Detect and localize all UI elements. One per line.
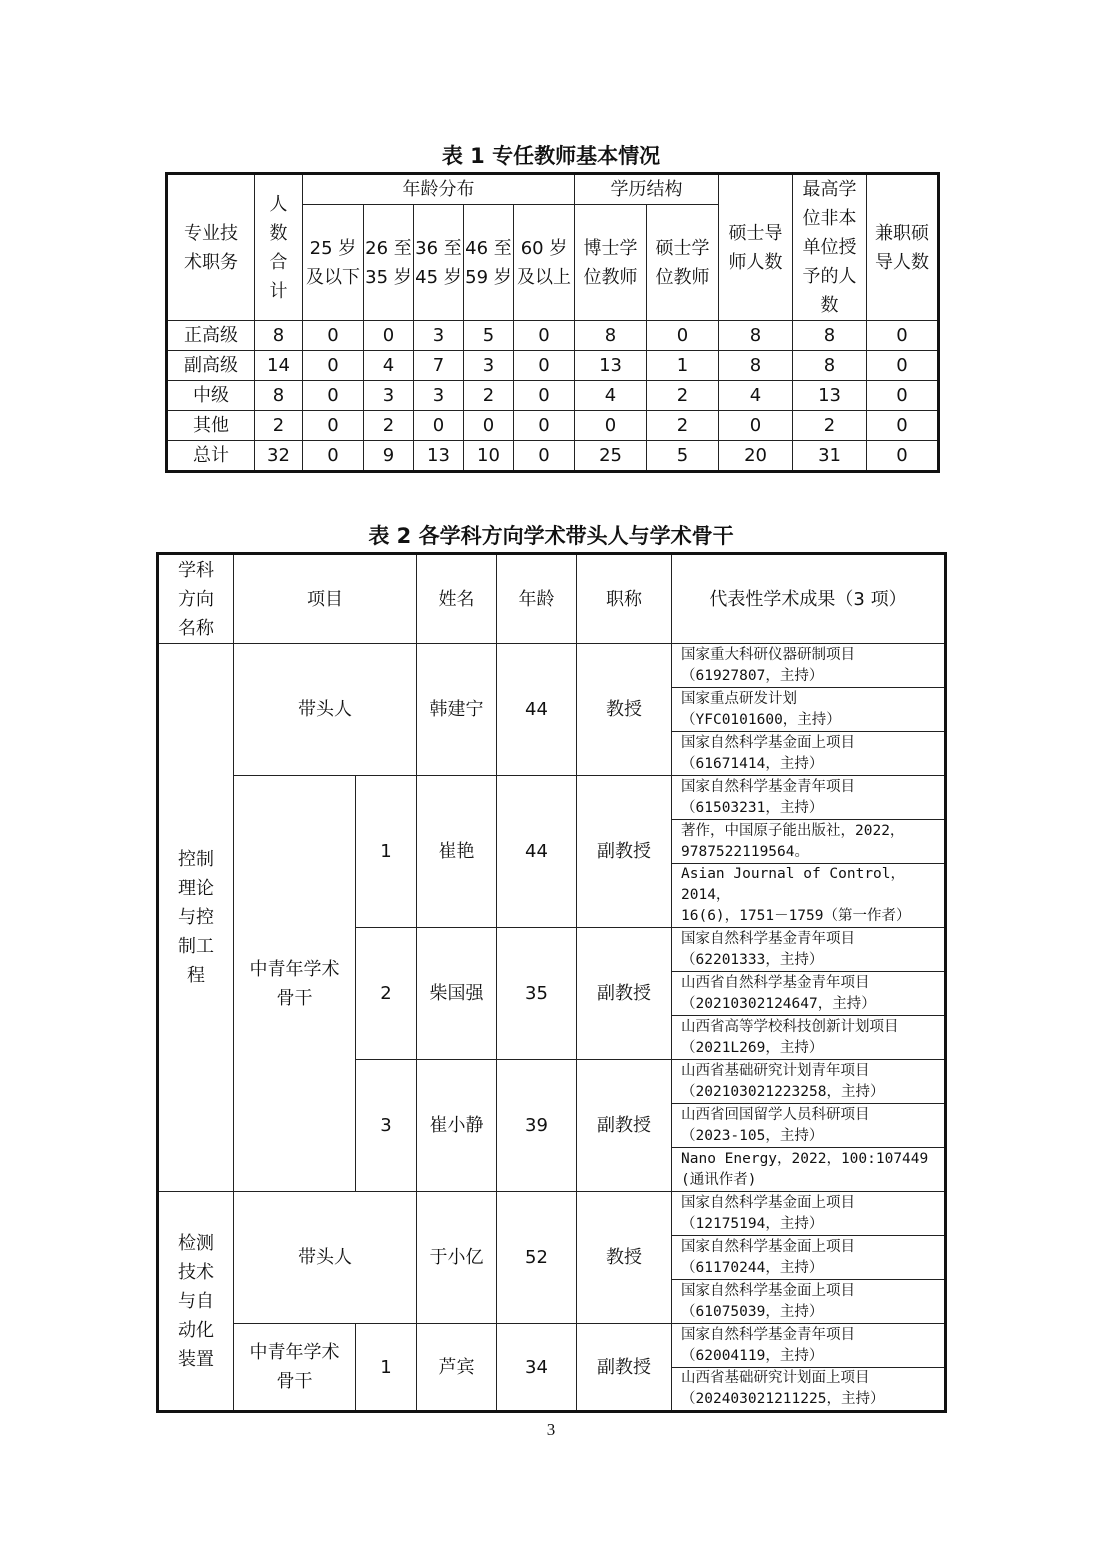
cell: 0 xyxy=(719,411,793,441)
cell: 5 xyxy=(464,321,514,351)
achievement-item: 山西省基础研究计划面上项目 （202403021211225，主持） xyxy=(672,1368,946,1412)
achievement-item: 国家自然科学基金青年项目 （62004119，主持） xyxy=(672,1324,946,1368)
table1-title: 表 1 专任教师基本情况 xyxy=(441,144,661,168)
cell: 3 xyxy=(414,381,464,411)
cell: 0 xyxy=(303,411,364,441)
cell: 0 xyxy=(514,321,575,351)
achievement-item: 国家自然科学基金面上项目 （61075039，主持） xyxy=(672,1280,946,1324)
person-name: 于小亿 xyxy=(417,1192,497,1324)
person-age: 44 xyxy=(497,776,577,928)
person-rank: 教授 xyxy=(577,1192,672,1324)
teacher-stats-table xyxy=(165,172,940,473)
header-name: 姓名 xyxy=(417,554,497,644)
cell: 0 xyxy=(514,381,575,411)
cell: 0 xyxy=(867,351,939,381)
cell: 0 xyxy=(867,441,939,472)
direction-name: 控制理论与控制工程 xyxy=(158,644,234,1192)
header-age-col: 36 至45 岁 xyxy=(414,205,464,321)
cell: 25 xyxy=(575,441,647,472)
leader-label: 带头人 xyxy=(234,644,417,776)
row-label: 总计 xyxy=(167,441,255,472)
cell: 8 xyxy=(719,351,793,381)
achievement-item: 山西省回国留学人员科研项目 （2023-105，主持） xyxy=(672,1104,946,1148)
person-age: 44 xyxy=(497,644,577,776)
row-label: 正高级 xyxy=(167,321,255,351)
cell: 3 xyxy=(364,381,414,411)
person-name: 崔小静 xyxy=(417,1060,497,1192)
header-age-col: 60 岁及以上 xyxy=(514,205,575,321)
cell: 8 xyxy=(793,321,867,351)
person-rank: 副教授 xyxy=(577,928,672,1060)
backbone-no: 2 xyxy=(356,928,417,1060)
cell: 8 xyxy=(575,321,647,351)
person-name: 崔艳 xyxy=(417,776,497,928)
header-nonlocal-degree: 最高学位非本单位授予的人数 xyxy=(793,174,867,321)
table2-title: 表 2 各学科方向学术带头人与学术骨干 xyxy=(368,524,734,548)
header-parttime: 兼职硕导人数 xyxy=(867,174,939,321)
cell: 0 xyxy=(647,321,719,351)
cell: 0 xyxy=(303,441,364,472)
cell: 8 xyxy=(719,321,793,351)
person-rank: 副教授 xyxy=(577,1324,672,1412)
achievement-item: 国家重点研发计划 （YFC0101600，主持） xyxy=(672,688,946,732)
achievement-item: 国家自然科学基金面上项目 （12175194，主持） xyxy=(672,1192,946,1236)
header-age-col: 26 至35 岁 xyxy=(364,205,414,321)
achievement-item: 国家自然科学基金青年项目 （62201333，主持） xyxy=(672,928,946,972)
cell: 0 xyxy=(867,411,939,441)
table-row xyxy=(167,351,939,381)
header-total: 人数合计 xyxy=(255,174,303,321)
table-row-total xyxy=(167,441,939,472)
cell: 7 xyxy=(414,351,464,381)
cell: 14 xyxy=(255,351,303,381)
cell: 13 xyxy=(414,441,464,472)
backbone-no: 1 xyxy=(356,776,417,928)
table-row xyxy=(167,381,939,411)
cell: 8 xyxy=(255,321,303,351)
cell: 2 xyxy=(647,381,719,411)
cell: 32 xyxy=(255,441,303,472)
cell: 0 xyxy=(514,351,575,381)
backbone-label: 中青年学术骨干 xyxy=(234,1324,356,1412)
person-age: 34 xyxy=(497,1324,577,1412)
cell: 3 xyxy=(414,321,464,351)
backbone-no: 1 xyxy=(356,1324,417,1412)
cell: 4 xyxy=(575,381,647,411)
achievement-item: 国家自然科学基金面上项目 （61671414，主持） xyxy=(672,732,946,776)
person-age: 35 xyxy=(497,928,577,1060)
row-label: 副高级 xyxy=(167,351,255,381)
person-name: 柴国强 xyxy=(417,928,497,1060)
cell: 2 xyxy=(364,411,414,441)
backbone-label: 中青年学术骨干 xyxy=(234,776,356,1192)
header-supervisors: 硕士导师人数 xyxy=(719,174,793,321)
academic-leaders-table xyxy=(156,552,947,1413)
cell: 2 xyxy=(647,411,719,441)
person-age: 39 xyxy=(497,1060,577,1192)
achievement-item: 著作，中国原子能出版社，2022， 9787522119564。 xyxy=(672,820,946,864)
cell: 31 xyxy=(793,441,867,472)
cell: 0 xyxy=(303,351,364,381)
cell: 8 xyxy=(793,351,867,381)
cell: 4 xyxy=(719,381,793,411)
cell: 0 xyxy=(464,411,514,441)
cell: 10 xyxy=(464,441,514,472)
achievement-item: 国家重大科研仪器研制项目 （61927807，主持） xyxy=(672,644,946,688)
header-edu-col: 博士学位教师 xyxy=(575,205,647,321)
achievement-item: 国家自然科学基金面上项目 （61170244，主持） xyxy=(672,1236,946,1280)
achievement-item: 山西省基础研究计划青年项目 （202103021223258，主持） xyxy=(672,1060,946,1104)
cell: 0 xyxy=(303,321,364,351)
cell: 1 xyxy=(647,351,719,381)
header-rank: 职称 xyxy=(577,554,672,644)
cell: 2 xyxy=(464,381,514,411)
person-name: 韩建宁 xyxy=(417,644,497,776)
row-label: 中级 xyxy=(167,381,255,411)
cell: 2 xyxy=(793,411,867,441)
cell: 0 xyxy=(364,321,414,351)
header-direction: 学科方向名称 xyxy=(158,554,234,644)
cell: 20 xyxy=(719,441,793,472)
cell: 9 xyxy=(364,441,414,472)
person-rank: 副教授 xyxy=(577,776,672,928)
header-age-col: 25 岁及以下 xyxy=(303,205,364,321)
cell: 13 xyxy=(575,351,647,381)
leader-label: 带头人 xyxy=(234,1192,417,1324)
cell: 0 xyxy=(575,411,647,441)
cell: 8 xyxy=(255,381,303,411)
header-title-position: 专业技术职务 xyxy=(167,174,255,321)
achievement-item: 国家自然科学基金青年项目 （61503231，主持） xyxy=(672,776,946,820)
table-row xyxy=(167,321,939,351)
header-project: 项目 xyxy=(234,554,417,644)
person-rank: 教授 xyxy=(577,644,672,776)
cell: 2 xyxy=(255,411,303,441)
cell: 0 xyxy=(867,381,939,411)
direction-name: 检测技术与自动化装置 xyxy=(158,1192,234,1412)
person-rank: 副教授 xyxy=(577,1060,672,1192)
cell: 0 xyxy=(303,381,364,411)
header-achievements: 代表性学术成果（3 项） xyxy=(672,554,946,644)
header-education: 学历结构 xyxy=(575,174,719,205)
header-age-col: 46 至59 岁 xyxy=(464,205,514,321)
person-name: 芦宾 xyxy=(417,1324,497,1412)
page-number: 3 xyxy=(546,1420,556,1439)
achievement-item: 山西省高等学校科技创新计划项目 （2021L269，主持） xyxy=(672,1016,946,1060)
cell: 13 xyxy=(793,381,867,411)
achievement-item: Nano Energy，2022，100:107449 (通讯作者) xyxy=(672,1148,946,1192)
header-age: 年龄 xyxy=(497,554,577,644)
table-row xyxy=(167,411,939,441)
cell: 4 xyxy=(364,351,414,381)
header-edu-col: 硕士学位教师 xyxy=(647,205,719,321)
backbone-no: 3 xyxy=(356,1060,417,1192)
cell: 0 xyxy=(414,411,464,441)
cell: 0 xyxy=(867,321,939,351)
cell: 0 xyxy=(514,441,575,472)
cell: 3 xyxy=(464,351,514,381)
achievement-item: 山西省自然科学基金青年项目 （20210302124647，主持） xyxy=(672,972,946,1016)
row-label: 其他 xyxy=(167,411,255,441)
header-age-distribution: 年龄分布 xyxy=(303,174,575,205)
achievement-item: Asian Journal of Control，2014， 16(6)，1751－1759（第一作者） xyxy=(672,864,946,928)
cell: 5 xyxy=(647,441,719,472)
person-age: 52 xyxy=(497,1192,577,1324)
cell: 0 xyxy=(514,411,575,441)
